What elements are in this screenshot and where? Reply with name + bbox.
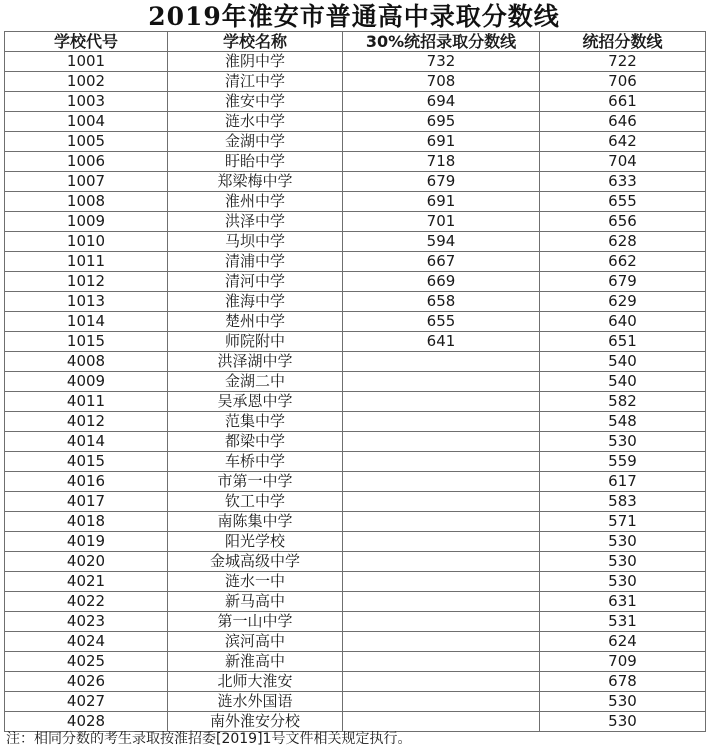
school-name-cell: 马坝中学: [168, 232, 343, 252]
score-unified-cell: 530: [540, 572, 706, 592]
school-code-cell: 4024: [5, 632, 168, 652]
table-row: [5, 412, 706, 432]
score-unified-cell: 624: [540, 632, 706, 652]
school-name-cell: 市第一中学: [168, 472, 343, 492]
table-row: [5, 132, 706, 152]
score-30pct-cell: [343, 712, 540, 732]
header-row: [5, 32, 706, 52]
table-row: [5, 152, 706, 172]
score-30pct-cell: 708: [343, 72, 540, 92]
score-30pct-cell: [343, 532, 540, 552]
school-code-cell: 4023: [5, 612, 168, 632]
school-name-cell: 淮阴中学: [168, 52, 343, 72]
score-unified-cell: 530: [540, 692, 706, 712]
school-code-cell: 1012: [5, 272, 168, 292]
score-30pct-cell: [343, 552, 540, 572]
school-code-cell: 1015: [5, 332, 168, 352]
school-name-cell: 北师大淮安: [168, 672, 343, 692]
school-name-cell: 淮州中学: [168, 192, 343, 212]
score-unified-cell: 706: [540, 72, 706, 92]
school-name-cell: 涟水一中: [168, 572, 343, 592]
table-row: [5, 292, 706, 312]
score-unified-cell: 704: [540, 152, 706, 172]
school-code-cell: 4011: [5, 392, 168, 412]
table-row: [5, 332, 706, 352]
school-name-cell: 淮安中学: [168, 92, 343, 112]
score-unified-cell: 583: [540, 492, 706, 512]
table-row: [5, 192, 706, 212]
school-name-cell: 盱眙中学: [168, 152, 343, 172]
school-name-cell: 清河中学: [168, 272, 343, 292]
score-unified-cell: 642: [540, 132, 706, 152]
score-unified-cell: 655: [540, 192, 706, 212]
score-30pct-cell: 667: [343, 252, 540, 272]
school-code-cell: 4026: [5, 672, 168, 692]
score-unified-cell: 678: [540, 672, 706, 692]
school-name-cell: 楚州中学: [168, 312, 343, 332]
score-unified-cell: 531: [540, 612, 706, 632]
school-name-cell: 吴承恩中学: [168, 392, 343, 412]
score-30pct-cell: [343, 432, 540, 452]
score-unified-cell: 651: [540, 332, 706, 352]
table-row: [5, 592, 706, 612]
score-30pct-cell: 701: [343, 212, 540, 232]
page-title: 2019年淮安市普通高中录取分数线: [148, 2, 560, 31]
table-row: [5, 452, 706, 472]
score-30pct-cell: [343, 692, 540, 712]
score-unified-cell: 548: [540, 412, 706, 432]
school-name-cell: 车桥中学: [168, 452, 343, 472]
table-row: [5, 72, 706, 92]
table-row: [5, 92, 706, 112]
school-code-cell: 4015: [5, 452, 168, 472]
score-30pct-cell: 655: [343, 312, 540, 332]
score-30pct-cell: [343, 492, 540, 512]
score-30pct-cell: [343, 632, 540, 652]
score-30pct-cell: 718: [343, 152, 540, 172]
school-name-cell: 金湖中学: [168, 132, 343, 152]
header-30pct-score: 30%统招录取分数线: [343, 32, 540, 52]
score-unified-cell: 530: [540, 712, 706, 732]
score-30pct-cell: [343, 672, 540, 692]
school-code-cell: 4017: [5, 492, 168, 512]
score-30pct-cell: 732: [343, 52, 540, 72]
school-name-cell: 郑梁梅中学: [168, 172, 343, 192]
school-code-cell: 4016: [5, 472, 168, 492]
score-30pct-cell: [343, 372, 540, 392]
table-row: [5, 392, 706, 412]
school-code-cell: 4019: [5, 532, 168, 552]
school-code-cell: 4014: [5, 432, 168, 452]
school-name-cell: 师院附中: [168, 332, 343, 352]
school-name-cell: 钦工中学: [168, 492, 343, 512]
school-name-cell: 第一山中学: [168, 612, 343, 632]
score-unified-cell: 656: [540, 212, 706, 232]
score-unified-cell: 530: [540, 552, 706, 572]
table-row: [5, 632, 706, 652]
school-name-cell: 金城高级中学: [168, 552, 343, 572]
table-row: [5, 532, 706, 552]
score-30pct-cell: 691: [343, 192, 540, 212]
school-name-cell: 清江中学: [168, 72, 343, 92]
score-30pct-cell: [343, 392, 540, 412]
table-row: [5, 472, 706, 492]
table-row: [5, 512, 706, 532]
score-unified-cell: 617: [540, 472, 706, 492]
school-name-cell: 滨河高中: [168, 632, 343, 652]
score-unified-cell: 540: [540, 372, 706, 392]
score-30pct-cell: 679: [343, 172, 540, 192]
score-unified-cell: 582: [540, 392, 706, 412]
score-unified-cell: 631: [540, 592, 706, 612]
school-code-cell: 1008: [5, 192, 168, 212]
header-school-code: 学校代号: [5, 32, 168, 52]
table-row: [5, 672, 706, 692]
table-row: [5, 232, 706, 252]
score-unified-cell: 640: [540, 312, 706, 332]
table-row: [5, 372, 706, 392]
header-unified-score: 统招分数线: [540, 32, 706, 52]
score-unified-cell: 709: [540, 652, 706, 672]
table-row: [5, 52, 706, 72]
score-30pct-cell: [343, 352, 540, 372]
school-name-cell: 阳光学校: [168, 532, 343, 552]
school-code-cell: 1005: [5, 132, 168, 152]
school-name-cell: 清浦中学: [168, 252, 343, 272]
score-table: [4, 31, 706, 732]
school-name-cell: 范集中学: [168, 412, 343, 432]
school-code-cell: 1001: [5, 52, 168, 72]
table-row: [5, 552, 706, 572]
table-row: [5, 572, 706, 592]
score-unified-cell: 559: [540, 452, 706, 472]
school-name-cell: 洪泽湖中学: [168, 352, 343, 372]
table-row: [5, 352, 706, 372]
table-row: [5, 492, 706, 512]
table-row: [5, 312, 706, 332]
school-code-cell: 1007: [5, 172, 168, 192]
score-unified-cell: 540: [540, 352, 706, 372]
school-code-cell: 1004: [5, 112, 168, 132]
score-unified-cell: 628: [540, 232, 706, 252]
school-name-cell: 洪泽中学: [168, 212, 343, 232]
school-name-cell: 新淮高中: [168, 652, 343, 672]
school-code-cell: 1014: [5, 312, 168, 332]
school-code-cell: 1002: [5, 72, 168, 92]
score-30pct-cell: [343, 612, 540, 632]
table-row: [5, 652, 706, 672]
score-unified-cell: 530: [540, 532, 706, 552]
school-code-cell: 4028: [5, 712, 168, 732]
score-30pct-cell: [343, 412, 540, 432]
score-unified-cell: 662: [540, 252, 706, 272]
score-unified-cell: 661: [540, 92, 706, 112]
score-30pct-cell: 694: [343, 92, 540, 112]
score-30pct-cell: 695: [343, 112, 540, 132]
school-code-cell: 1006: [5, 152, 168, 172]
school-code-cell: 1013: [5, 292, 168, 312]
score-30pct-cell: [343, 652, 540, 672]
score-30pct-cell: 594: [343, 232, 540, 252]
score-30pct-cell: [343, 512, 540, 532]
school-code-cell: 4018: [5, 512, 168, 532]
table-row: [5, 272, 706, 292]
school-code-cell: 1010: [5, 232, 168, 252]
school-code-cell: 4021: [5, 572, 168, 592]
score-unified-cell: 530: [540, 432, 706, 452]
table-row: [5, 432, 706, 452]
school-code-cell: 4012: [5, 412, 168, 432]
table-row: [5, 712, 706, 732]
school-name-cell: 新马高中: [168, 592, 343, 612]
table-row: [5, 692, 706, 712]
score-unified-cell: 722: [540, 52, 706, 72]
table-row: [5, 612, 706, 632]
score-30pct-cell: [343, 472, 540, 492]
school-name-cell: 金湖二中: [168, 372, 343, 392]
school-code-cell: 4025: [5, 652, 168, 672]
score-30pct-cell: [343, 572, 540, 592]
header-school-name: 学校名称: [168, 32, 343, 52]
table-row: [5, 172, 706, 192]
table-row: [5, 112, 706, 132]
school-code-cell: 1003: [5, 92, 168, 112]
school-name-cell: 南陈集中学: [168, 512, 343, 532]
school-code-cell: 4022: [5, 592, 168, 612]
score-30pct-cell: 691: [343, 132, 540, 152]
score-30pct-cell: [343, 452, 540, 472]
school-name-cell: 涟水中学: [168, 112, 343, 132]
footnote: 注：相同分数的考生录取按淮招委[2019]1号文件相关规定执行。: [6, 731, 412, 747]
score-30pct-cell: [343, 592, 540, 612]
table-body: [5, 52, 706, 732]
score-unified-cell: 571: [540, 512, 706, 532]
table-row: [5, 212, 706, 232]
school-code-cell: 1009: [5, 212, 168, 232]
score-unified-cell: 629: [540, 292, 706, 312]
school-code-cell: 1011: [5, 252, 168, 272]
school-code-cell: 4020: [5, 552, 168, 572]
school-name-cell: 淮海中学: [168, 292, 343, 312]
score-30pct-cell: 669: [343, 272, 540, 292]
school-name-cell: 涟水外国语: [168, 692, 343, 712]
score-unified-cell: 646: [540, 112, 706, 132]
school-name-cell: 南外淮安分校: [168, 712, 343, 732]
score-unified-cell: 679: [540, 272, 706, 292]
score-unified-cell: 633: [540, 172, 706, 192]
table-row: [5, 252, 706, 272]
school-code-cell: 4008: [5, 352, 168, 372]
school-code-cell: 4009: [5, 372, 168, 392]
school-code-cell: 4027: [5, 692, 168, 712]
score-30pct-cell: 658: [343, 292, 540, 312]
score-30pct-cell: 641: [343, 332, 540, 352]
school-name-cell: 都梁中学: [168, 432, 343, 452]
